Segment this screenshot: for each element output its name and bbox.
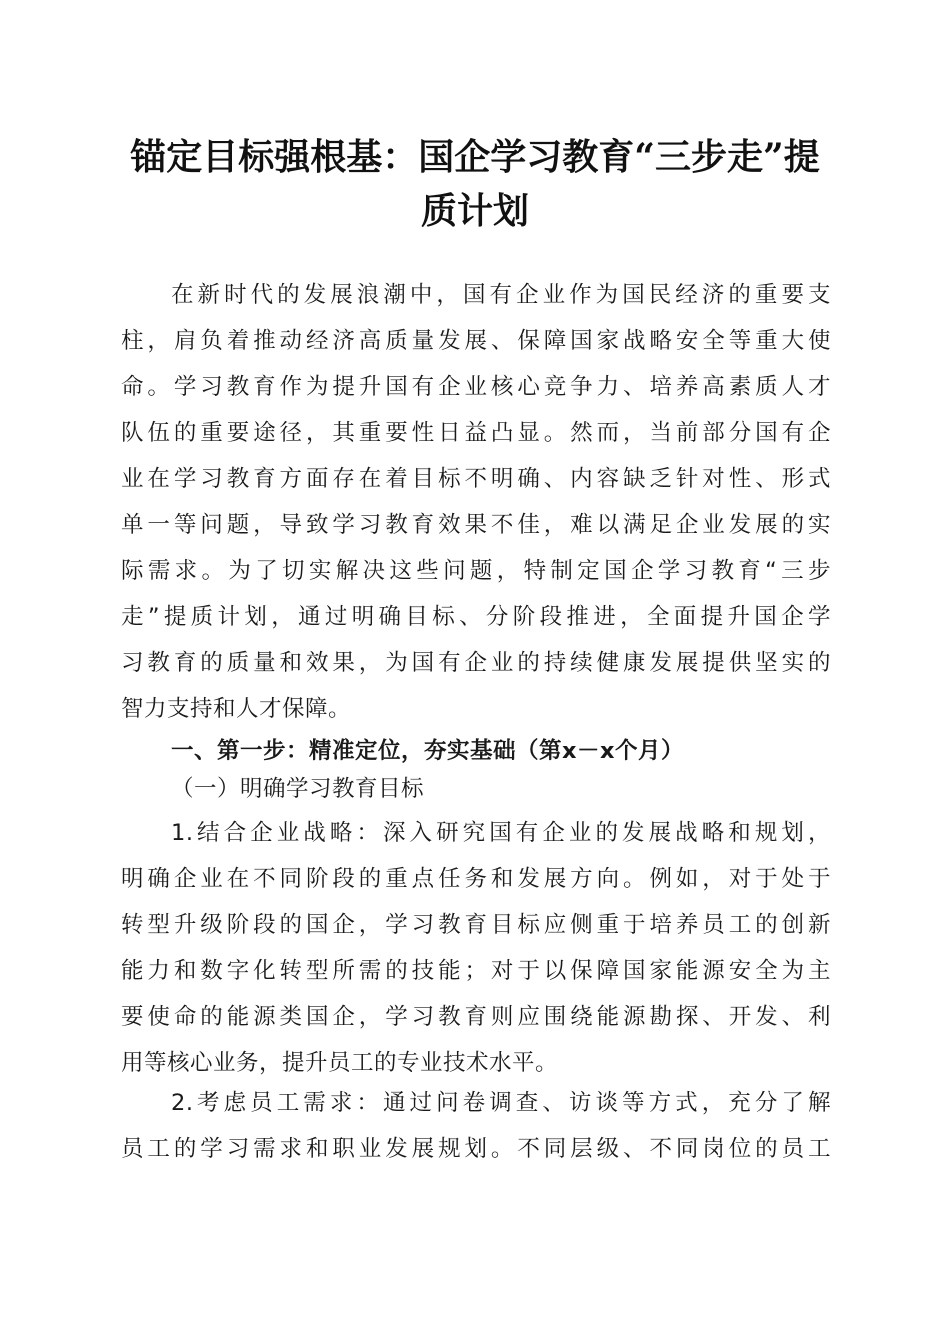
section-heading-text: 一、第一步：精准定位，夯实基础（第x－x个月） (171, 738, 685, 764)
paragraph-line: 转型升级阶段的国企，学习教育目标应侧重于培养员工的创新 (121, 912, 831, 938)
paragraph-line: 走”提质计划，通过明确目标、分阶段推进，全面提升国企学 (121, 604, 831, 630)
paragraph-line: 在新时代的发展浪潮中，国有企业作为国民经济的重要支 (171, 282, 831, 308)
paragraph-line: 要使命的能源类国企，学习教育则应围绕能源勘探、开发、利 (121, 1004, 831, 1030)
paragraph-line: 智力支持和人才保障。 (121, 696, 352, 722)
paragraph-line: 能力和数字化转型所需的技能；对于以保障国家能源安全为主 (121, 958, 831, 984)
paragraph-line: 2.考虑员工需求：通过问卷调查、访谈等方式，充分了解 (171, 1090, 831, 1116)
paragraph-line: 柱，肩负着推动经济高质量发展、保障国家战略安全等重大使 (121, 328, 831, 354)
paragraph-line: 命。学习教育作为提升国有企业核心竞争力、培养高素质人才 (121, 374, 831, 400)
paragraph-line: 队伍的重要途径，其重要性日益凸显。然而，当前部分国有企 (121, 420, 831, 446)
subsection-heading (121, 766, 831, 812)
paragraph-line: 单一等问题，导致学习教育效果不佳，难以满足企业发展的实 (121, 512, 831, 538)
subsection-heading-text: （一）明确学习教育目标 (171, 776, 425, 802)
document-title (110, 130, 840, 238)
intro-paragraph (121, 272, 831, 732)
paragraph-line: 际需求。为了切实解决这些问题，特制定国企学习教育“三步 (121, 558, 831, 584)
paragraph-line: 业在学习教育方面存在着目标不明确、内容缺乏针对性、形式 (121, 466, 831, 492)
paragraph-line: 用等核心业务，提升员工的专业技术水平。 (121, 1050, 559, 1076)
item-paragraph-1 (121, 810, 831, 1086)
paragraph-line: 习教育的质量和效果，为国有企业的持续健康发展提供坚实的 (121, 650, 831, 676)
item-paragraph-2 (121, 1080, 831, 1172)
title-line: 锚定目标强根基：国企学习教育“三步走”提 (130, 136, 820, 178)
title-line: 质计划 (420, 190, 529, 232)
paragraph-line: 员工的学习需求和职业发展规划。不同层级、不同岗位的员工 (121, 1136, 831, 1162)
paragraph-line: 1.结合企业战略：深入研究国有企业的发展战略和规划， (171, 820, 831, 846)
paragraph-line: 明确企业在不同阶段的重点任务和发展方向。例如，对于处于 (121, 866, 831, 892)
